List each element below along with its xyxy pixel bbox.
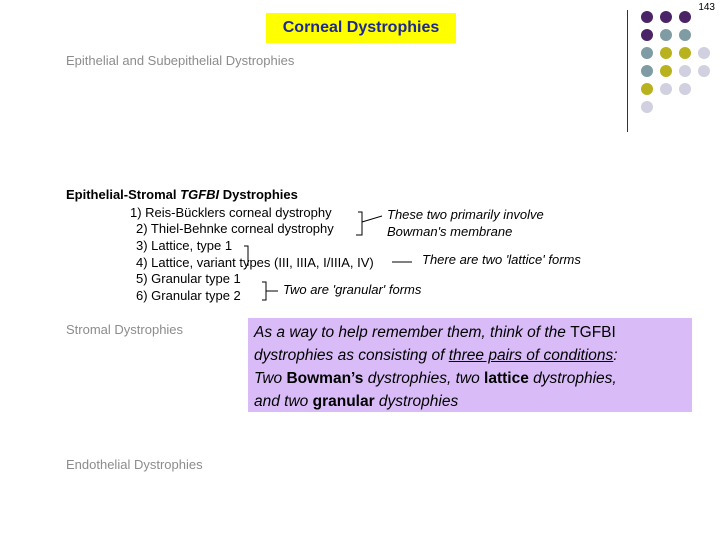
note-bowmans-line1: These two primarily involve	[387, 207, 544, 222]
bowmans-bracket	[356, 212, 362, 235]
granular-bracket	[262, 282, 266, 300]
tgfbi-heading: Epithelial-Stromal TGFBI Dystrophies	[66, 187, 298, 202]
note-lattice: There are two 'lattice' forms	[422, 252, 581, 267]
note-bowmans-line2: Bowman's membrane	[387, 224, 513, 239]
lattice-bracket	[244, 246, 248, 266]
slide-title: Corneal Dystrophies	[282, 19, 440, 36]
tgfbi-item-6: 6) Granular type 2	[136, 288, 241, 303]
mnemonic-callout-text: As a way to help remember them, think of the TGFBI dystrophies as consisting of three pairs of conditions: Two Bowman’s dystrophies, two lattice dystrophies, and two granular dystrophies	[254, 324, 618, 410]
section-stromal: Stromal Dystrophies	[66, 322, 184, 337]
tgfbi-item-4: 4) Lattice, variant types (III, IIIA, I/IIIA, IV)	[136, 255, 374, 270]
section-epithelial: Epithelial and Subepithelial Dystrophies	[66, 53, 295, 68]
tgfbi-item-3: 3) Lattice, type 1	[136, 238, 233, 253]
tgfbi-item-1: 1) Reis-Bücklers corneal dystrophy	[130, 205, 332, 220]
tgfbi-item-5: 5) Granular type 1	[136, 271, 241, 286]
tgfbi-item-2: 2) Thiel-Behnke corneal dystrophy	[136, 221, 334, 236]
section-endothelial: Endothelial Dystrophies	[66, 457, 203, 472]
page-number: 143	[698, 2, 715, 13]
note-granular: Two are 'granular' forms	[283, 282, 422, 297]
